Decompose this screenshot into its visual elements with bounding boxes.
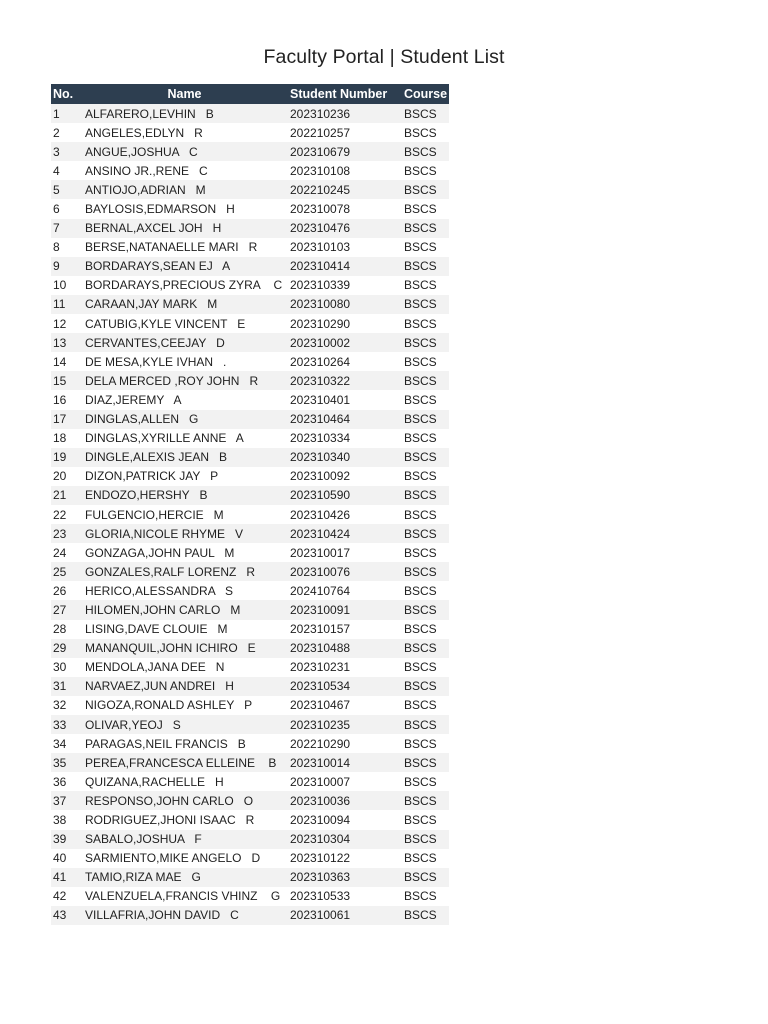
cell-student-number: 202310363	[287, 868, 402, 887]
cell-no: 26	[51, 581, 82, 600]
cell-student-number: 202310426	[287, 505, 402, 524]
cell-course: BSCS	[402, 199, 449, 218]
cell-student-number: 202210245	[287, 180, 402, 199]
cell-course: BSCS	[402, 772, 449, 791]
cell-course: BSCS	[402, 600, 449, 619]
cell-course: BSCS	[402, 849, 449, 868]
cell-no: 24	[51, 543, 82, 562]
cell-no: 34	[51, 734, 82, 753]
cell-no: 28	[51, 620, 82, 639]
cell-no: 30	[51, 658, 82, 677]
cell-no: 43	[51, 906, 82, 925]
table-row	[51, 486, 449, 505]
cell-student-number: 202310488	[287, 639, 402, 658]
table-row	[51, 849, 449, 868]
cell-no: 42	[51, 887, 82, 906]
cell-student-number: 202310078	[287, 199, 402, 218]
cell-student-number: 202310091	[287, 600, 402, 619]
cell-course: BSCS	[402, 238, 449, 257]
cell-student-number: 202310322	[287, 371, 402, 390]
cell-no: 21	[51, 486, 82, 505]
cell-student-number: 202310076	[287, 562, 402, 581]
table-row	[51, 257, 449, 276]
cell-name: FULGENCIO,HERCIE M	[82, 505, 287, 524]
cell-student-number: 202210290	[287, 734, 402, 753]
cell-name: LISING,DAVE CLOUIE M	[82, 620, 287, 639]
cell-no: 17	[51, 410, 82, 429]
table-row	[51, 715, 449, 734]
cell-name: TAMIO,RIZA MAE G	[82, 868, 287, 887]
table-row	[51, 810, 449, 829]
cell-no: 31	[51, 677, 82, 696]
cell-name: DINGLAS,XYRILLE ANNE A	[82, 429, 287, 448]
cell-no: 11	[51, 295, 82, 314]
cell-name: HILOMEN,JOHN CARLO M	[82, 600, 287, 619]
cell-course: BSCS	[402, 180, 449, 199]
cell-no: 4	[51, 161, 82, 180]
cell-student-number: 202310424	[287, 524, 402, 543]
table-row	[51, 352, 449, 371]
cell-name: CARAAN,JAY MARK M	[82, 295, 287, 314]
cell-course: BSCS	[402, 352, 449, 371]
table-row	[51, 123, 449, 142]
cell-no: 14	[51, 352, 82, 371]
table-row	[51, 868, 449, 887]
cell-student-number: 202310304	[287, 830, 402, 849]
cell-course: BSCS	[402, 562, 449, 581]
cell-name: PEREA,FRANCESCA ELLEINE B	[82, 753, 287, 772]
table-row	[51, 830, 449, 849]
cell-course: BSCS	[402, 791, 449, 810]
table-row	[51, 658, 449, 677]
table-row	[51, 600, 449, 619]
cell-name: ENDOZO,HERSHY B	[82, 486, 287, 505]
cell-student-number: 202310590	[287, 486, 402, 505]
table-row	[51, 677, 449, 696]
table-row	[51, 410, 449, 429]
cell-no: 6	[51, 199, 82, 218]
cell-student-number: 202310017	[287, 543, 402, 562]
cell-student-number: 202310157	[287, 620, 402, 639]
header-no: No.	[51, 84, 82, 104]
cell-student-number: 202310339	[287, 276, 402, 295]
cell-course: BSCS	[402, 123, 449, 142]
cell-no: 19	[51, 448, 82, 467]
cell-name: ANTIOJO,ADRIAN M	[82, 180, 287, 199]
cell-student-number: 202310108	[287, 161, 402, 180]
header-name: Name	[82, 84, 287, 104]
cell-course: BSCS	[402, 314, 449, 333]
cell-no: 37	[51, 791, 82, 810]
table-row	[51, 390, 449, 409]
table-row	[51, 524, 449, 543]
cell-student-number: 202310401	[287, 390, 402, 409]
cell-student-number: 202310080	[287, 295, 402, 314]
cell-student-number: 202310290	[287, 314, 402, 333]
cell-name: DELA MERCED ,ROY JOHN R	[82, 371, 287, 390]
table-row	[51, 104, 449, 123]
cell-student-number: 202310007	[287, 772, 402, 791]
cell-name: BERSE,NATANAELLE MARI R	[82, 238, 287, 257]
cell-course: BSCS	[402, 486, 449, 505]
cell-name: NIGOZA,RONALD ASHLEY P	[82, 696, 287, 715]
cell-course: BSCS	[402, 104, 449, 123]
cell-no: 35	[51, 753, 82, 772]
table-row	[51, 696, 449, 715]
cell-course: BSCS	[402, 429, 449, 448]
cell-name: PARAGAS,NEIL FRANCIS B	[82, 734, 287, 753]
cell-course: BSCS	[402, 677, 449, 696]
cell-name: DINGLE,ALEXIS JEAN B	[82, 448, 287, 467]
cell-name: ANGELES,EDLYN R	[82, 123, 287, 142]
cell-name: BAYLOSIS,EDMARSON H	[82, 199, 287, 218]
cell-course: BSCS	[402, 620, 449, 639]
table-row	[51, 295, 449, 314]
cell-name: SARMIENTO,MIKE ANGELO D	[82, 849, 287, 868]
cell-student-number: 202310122	[287, 849, 402, 868]
cell-name: GONZALES,RALF LORENZ R	[82, 562, 287, 581]
cell-no: 2	[51, 123, 82, 142]
cell-student-number: 202310236	[287, 104, 402, 123]
cell-no: 15	[51, 371, 82, 390]
cell-course: BSCS	[402, 410, 449, 429]
table-row	[51, 333, 449, 352]
header-student-number: Student Number	[287, 84, 402, 104]
cell-course: BSCS	[402, 639, 449, 658]
table-row	[51, 753, 449, 772]
cell-course: BSCS	[402, 257, 449, 276]
cell-course: BSCS	[402, 276, 449, 295]
cell-no: 40	[51, 849, 82, 868]
cell-no: 20	[51, 467, 82, 486]
cell-course: BSCS	[402, 295, 449, 314]
header-row	[51, 84, 449, 104]
cell-student-number: 202310340	[287, 448, 402, 467]
cell-name: NARVAEZ,JUN ANDREI H	[82, 677, 287, 696]
table-row	[51, 276, 449, 295]
cell-course: BSCS	[402, 371, 449, 390]
cell-name: ANGUE,JOSHUA C	[82, 142, 287, 161]
cell-course: BSCS	[402, 734, 449, 753]
cell-no: 3	[51, 142, 82, 161]
cell-no: 5	[51, 180, 82, 199]
table-row	[51, 734, 449, 753]
table-row	[51, 180, 449, 199]
cell-course: BSCS	[402, 581, 449, 600]
cell-name: RODRIGUEZ,JHONI ISAAC R	[82, 810, 287, 829]
cell-no: 23	[51, 524, 82, 543]
header-course: Course	[402, 84, 449, 104]
cell-student-number: 202310534	[287, 677, 402, 696]
cell-no: 8	[51, 238, 82, 257]
cell-student-number: 202310231	[287, 658, 402, 677]
cell-no: 39	[51, 830, 82, 849]
cell-student-number: 202310264	[287, 352, 402, 371]
cell-course: BSCS	[402, 505, 449, 524]
table-row	[51, 238, 449, 257]
cell-course: BSCS	[402, 543, 449, 562]
cell-course: BSCS	[402, 887, 449, 906]
table-row	[51, 467, 449, 486]
cell-name: QUIZANA,RACHELLE H	[82, 772, 287, 791]
table-row	[51, 429, 449, 448]
cell-course: BSCS	[402, 696, 449, 715]
table-row	[51, 772, 449, 791]
cell-course: BSCS	[402, 868, 449, 887]
cell-no: 16	[51, 390, 82, 409]
table-body	[51, 104, 449, 925]
cell-course: BSCS	[402, 906, 449, 925]
cell-no: 38	[51, 810, 82, 829]
cell-no: 33	[51, 715, 82, 734]
table-row	[51, 371, 449, 390]
cell-course: BSCS	[402, 161, 449, 180]
cell-student-number: 202310464	[287, 410, 402, 429]
table-row	[51, 543, 449, 562]
table-row	[51, 314, 449, 333]
cell-student-number: 202310414	[287, 257, 402, 276]
cell-no: 41	[51, 868, 82, 887]
table-row	[51, 562, 449, 581]
cell-student-number: 202310036	[287, 791, 402, 810]
cell-no: 13	[51, 333, 82, 352]
cell-course: BSCS	[402, 448, 449, 467]
table-header	[51, 84, 449, 104]
cell-course: BSCS	[402, 830, 449, 849]
cell-student-number: 202310334	[287, 429, 402, 448]
cell-course: BSCS	[402, 333, 449, 352]
cell-course: BSCS	[402, 142, 449, 161]
cell-no: 18	[51, 429, 82, 448]
cell-course: BSCS	[402, 753, 449, 772]
cell-no: 7	[51, 219, 82, 238]
cell-student-number: 202410764	[287, 581, 402, 600]
cell-no: 22	[51, 505, 82, 524]
table-row	[51, 620, 449, 639]
cell-no: 10	[51, 276, 82, 295]
cell-course: BSCS	[402, 715, 449, 734]
table-row	[51, 142, 449, 161]
cell-student-number: 202310476	[287, 219, 402, 238]
cell-no: 1	[51, 104, 82, 123]
cell-name: HERICO,ALESSANDRA S	[82, 581, 287, 600]
cell-course: BSCS	[402, 810, 449, 829]
table-row	[51, 791, 449, 810]
table-row	[51, 161, 449, 180]
cell-course: BSCS	[402, 219, 449, 238]
cell-student-number: 202310467	[287, 696, 402, 715]
cell-name: BERNAL,AXCEL JOH H	[82, 219, 287, 238]
cell-name: CATUBIG,KYLE VINCENT E	[82, 314, 287, 333]
cell-name: CERVANTES,CEEJAY D	[82, 333, 287, 352]
cell-student-number: 202210257	[287, 123, 402, 142]
cell-course: BSCS	[402, 658, 449, 677]
cell-name: OLIVAR,YEOJ S	[82, 715, 287, 734]
table-row	[51, 199, 449, 218]
cell-student-number: 202310092	[287, 467, 402, 486]
table-row	[51, 581, 449, 600]
cell-student-number: 202310061	[287, 906, 402, 925]
cell-student-number: 202310679	[287, 142, 402, 161]
table-row	[51, 639, 449, 658]
cell-name: ALFARERO,LEVHIN B	[82, 104, 287, 123]
cell-name: DINGLAS,ALLEN G	[82, 410, 287, 429]
cell-name: DIAZ,JEREMY A	[82, 390, 287, 409]
cell-name: VILLAFRIA,JOHN DAVID C	[82, 906, 287, 925]
cell-course: BSCS	[402, 390, 449, 409]
cell-name: DE MESA,KYLE IVHAN .	[82, 352, 287, 371]
cell-name: GLORIA,NICOLE RHYME V	[82, 524, 287, 543]
cell-name: ANSINO JR.,RENE C	[82, 161, 287, 180]
cell-no: 32	[51, 696, 82, 715]
page-title: Faculty Portal | Student List	[263, 46, 505, 68]
cell-student-number: 202310103	[287, 238, 402, 257]
cell-no: 25	[51, 562, 82, 581]
table-row	[51, 448, 449, 467]
cell-no: 9	[51, 257, 82, 276]
cell-name: VALENZUELA,FRANCIS VHINZ G	[82, 887, 287, 906]
cell-name: BORDARAYS,SEAN EJ A	[82, 257, 287, 276]
cell-student-number: 202310002	[287, 333, 402, 352]
cell-student-number: 202310014	[287, 753, 402, 772]
cell-student-number: 202310533	[287, 887, 402, 906]
table-row	[51, 505, 449, 524]
cell-course: BSCS	[402, 467, 449, 486]
cell-name: RESPONSO,JOHN CARLO O	[82, 791, 287, 810]
table-row	[51, 887, 449, 906]
cell-no: 12	[51, 314, 82, 333]
cell-student-number: 202310094	[287, 810, 402, 829]
cell-name: DIZON,PATRICK JAY P	[82, 467, 287, 486]
cell-name: SABALO,JOSHUA F	[82, 830, 287, 849]
cell-name: GONZAGA,JOHN PAUL M	[82, 543, 287, 562]
cell-no: 36	[51, 772, 82, 791]
table-row	[51, 219, 449, 238]
cell-name: MANANQUIL,JOHN ICHIRO E	[82, 639, 287, 658]
student-table	[51, 84, 449, 925]
cell-no: 29	[51, 639, 82, 658]
table-row	[51, 906, 449, 925]
cell-no: 27	[51, 600, 82, 619]
cell-course: BSCS	[402, 524, 449, 543]
cell-student-number: 202310235	[287, 715, 402, 734]
cell-name: MENDOLA,JANA DEE N	[82, 658, 287, 677]
cell-name: BORDARAYS,PRECIOUS ZYRA C	[82, 276, 287, 295]
